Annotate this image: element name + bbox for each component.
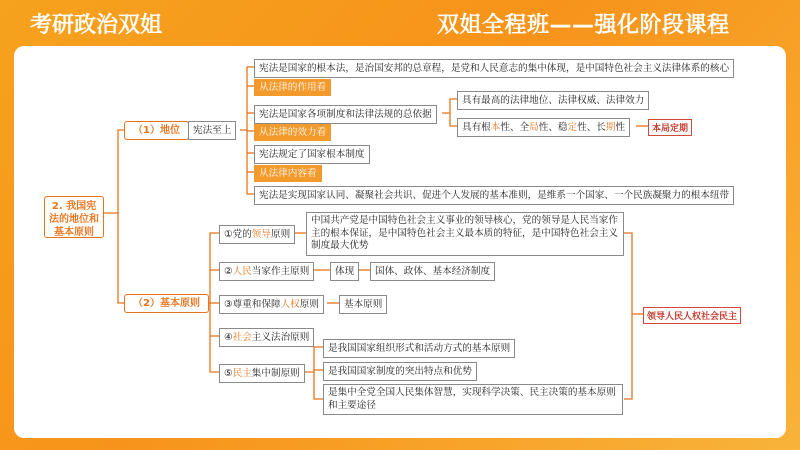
principle-party-leadership xyxy=(219,225,295,244)
tag-law-effect: 从法律的效力看 xyxy=(254,124,331,141)
highlight-leadership: 领导 xyxy=(251,229,271,240)
principle-human-rights xyxy=(219,295,324,314)
text-part: ③尊重和保障 xyxy=(224,299,281,310)
text-part: ④ xyxy=(224,332,233,343)
branch-basic-principles: （2）基本原则 xyxy=(124,294,209,313)
text-part: ② xyxy=(224,266,233,277)
tag-law-function: 从法律的作用看 xyxy=(254,79,331,96)
desc-fundamental-system: 宪法规定了国家根本制度 xyxy=(254,145,370,164)
text-part: 性 xyxy=(615,122,626,133)
node-embodiment: 体现 xyxy=(330,262,359,281)
highlight-ju: 局 xyxy=(529,122,539,133)
desc-basic-principle: 基本原则 xyxy=(339,295,387,314)
desc-national-identity: 宪法是实现国家认同、凝聚社会共识、促进个人发展的基本准则，是维系一个国家、一个民族凝聚力的根本纽带 xyxy=(254,186,734,205)
desc-collective-wisdom: 是集中全党全国人民集体智慧，实现科学决策、民主决策的基本原则和主要途径 xyxy=(323,384,623,415)
tag-law-content: 从法律内容看 xyxy=(254,165,322,182)
desc-outstanding-feature: 是我国国家制度的突出特点和优势 xyxy=(323,362,477,381)
highlight-ding: 定 xyxy=(567,122,578,133)
text-part: 当家作主原则 xyxy=(251,266,310,277)
desc-party-leadership: 中国共产党是中国特色社会主义事业的领导核心，党的领导是人民当家作主的根本保证，是中国特色社会主义最本质的特征，是中国特色社会主义制度最大优势 xyxy=(306,212,624,256)
highlight-ben: 本 xyxy=(490,122,501,133)
header-left-title: 考研政治双姐 xyxy=(30,13,163,38)
highlight-qi: 期 xyxy=(605,122,616,133)
highlight-people: 人民 xyxy=(232,266,252,277)
text-part: 性、长 xyxy=(577,122,606,133)
highlight-social: 社会 xyxy=(232,332,252,343)
highlight-human-rights: 人权 xyxy=(280,299,300,310)
principle-people-masters xyxy=(219,262,314,281)
desc-highest-status: 具有最高的法律地位、法律权威、法律效力 xyxy=(457,91,649,110)
text-part: 具有根 xyxy=(462,122,491,133)
branch-position: （1）地位 xyxy=(124,121,189,140)
text-part: 原则 xyxy=(299,299,319,310)
text-part: 性、全 xyxy=(500,122,530,133)
desc-general-basis: 宪法是国家各项制度和法律法规的总依据 xyxy=(254,105,437,124)
text-part: 性、稳 xyxy=(538,122,568,133)
text-part: ⑤ xyxy=(224,368,233,379)
desc-organization-form: 是我国国家组织形式和活动方式的基本原则 xyxy=(323,339,515,358)
desc-four-properties xyxy=(457,118,630,137)
desc-state-system: 国体、政体、基本经济制度 xyxy=(370,262,495,281)
text-part: ①党的 xyxy=(224,229,252,240)
principle-rule-of-law xyxy=(219,328,314,347)
principle-democratic-centralism xyxy=(219,364,305,383)
mnemonic-stamp-1: 本局定期 xyxy=(648,119,692,136)
constitution-supreme-node: 宪法至上 xyxy=(188,121,236,140)
mindmap-root: 2. 我国宪法的地位和基本原则 xyxy=(44,196,104,238)
text-part: 原则 xyxy=(270,229,291,240)
highlight-democracy: 民主 xyxy=(232,368,252,379)
mnemonic-stamp-2: 领导人民人权社会民主 xyxy=(643,307,741,324)
text-part: 集中制原则 xyxy=(251,368,300,379)
text-part: 主义法治原则 xyxy=(251,332,310,343)
desc-fundamental-law: 宪法是国家的根本法，是治国安邦的总章程，是党和人民意志的集中体现，是中国特色社会主义法律体系的核心 xyxy=(254,59,734,78)
header-right-title: 双姐全程班——强化阶段课程 xyxy=(437,13,730,38)
